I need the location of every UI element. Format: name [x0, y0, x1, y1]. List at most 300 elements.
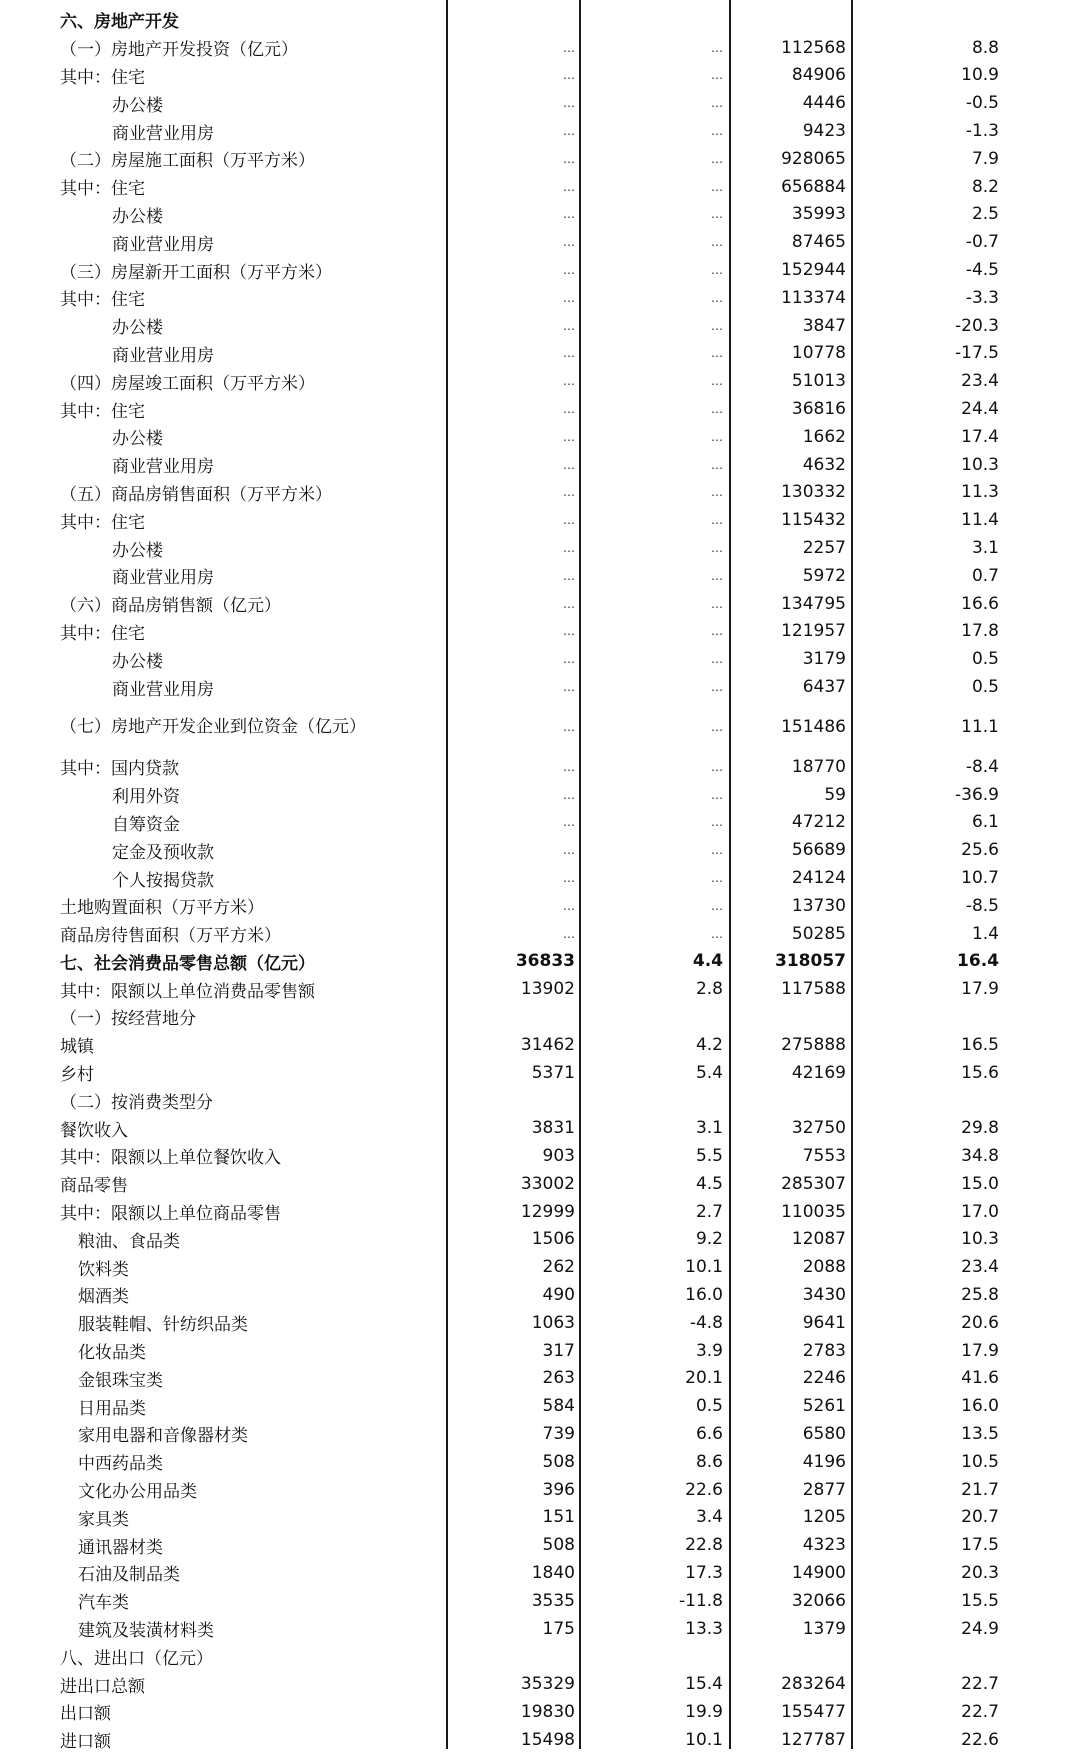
row-value-col-4 [859, 1698, 999, 1726]
row-label: 商业营业用房 [112, 234, 214, 255]
row-value-col-4 [859, 1670, 999, 1698]
cell-text: 17.4 [961, 426, 999, 447]
row-value-col-4 [859, 864, 999, 892]
cell-text: 32750 [791, 1118, 846, 1139]
table-row [0, 284, 1080, 312]
row-label: （二）按消费类型分 [60, 1092, 213, 1113]
row-value-col-3 [736, 173, 846, 201]
row-value-col-2 [593, 1726, 723, 1754]
row-value-col-2 [593, 809, 723, 837]
cell-text: 17.5 [961, 1535, 999, 1556]
row-value-col-3 [736, 423, 846, 451]
table-row [0, 1086, 1080, 1114]
row-value-col-1 [445, 228, 575, 256]
cell-text: -0.7 [965, 232, 999, 253]
table-row [0, 781, 1080, 809]
row-value-col-2 [593, 1114, 723, 1142]
cell-text: 87465 [791, 232, 846, 253]
row-value-col-3 [736, 920, 846, 948]
cell-text: 24.9 [961, 1618, 999, 1639]
row-value-col-3 [736, 753, 846, 781]
row-label: 汽车类 [78, 1593, 129, 1614]
row-value-col-1 [445, 340, 575, 368]
row-value-col-2 [593, 836, 723, 864]
table-row [0, 479, 1080, 507]
row-value-col-1 [445, 1337, 575, 1365]
row-value-col-2 [593, 117, 723, 145]
cell-text: 283264 [781, 1674, 846, 1695]
cell-text: 2.5 [971, 204, 999, 225]
cell-text: … [563, 151, 575, 166]
row-value-col-3 [736, 62, 846, 90]
row-label: 商业营业用房 [112, 457, 214, 478]
table-row [0, 173, 1080, 201]
row-value-col-1 [445, 975, 575, 1003]
row-value-col-4 [859, 1587, 999, 1615]
row-value-col-1 [445, 201, 575, 229]
row-value-col-1 [445, 948, 575, 976]
row-value-col-1 [445, 1503, 575, 1531]
row-value-col-3 [736, 1086, 846, 1114]
row-value-col-3 [736, 1337, 846, 1365]
row-value-col-4 [859, 1615, 999, 1643]
table-row [0, 1364, 1080, 1392]
table-row [0, 340, 1080, 368]
cell-text: … [711, 457, 723, 472]
row-value-col-3 [736, 256, 846, 284]
cell-text: 5972 [802, 565, 846, 586]
cell-text: 13.5 [961, 1423, 999, 1444]
row-value-col-1 [445, 1253, 575, 1281]
row-value-col-3 [736, 645, 846, 673]
row-value-col-1 [445, 89, 575, 117]
cell-text: … [711, 787, 723, 802]
cell-text: 35993 [791, 204, 846, 225]
cell-text: 4323 [802, 1535, 846, 1556]
cell-text: 1.4 [971, 923, 999, 944]
row-value-col-4 [859, 1392, 999, 1420]
cell-text: 8.8 [971, 37, 999, 58]
row-label: 家用电器和音像器材类 [78, 1426, 248, 1447]
cell-text: 4632 [802, 454, 846, 475]
row-value-col-4 [859, 618, 999, 646]
row-value-col-1 [445, 1642, 575, 1670]
row-value-col-1 [445, 645, 575, 673]
row-label: 自筹资金 [112, 814, 180, 835]
row-value-col-4 [859, 34, 999, 62]
cell-text: … [563, 843, 575, 858]
row-label: 其中：住宅 [60, 623, 145, 644]
row-value-col-1 [445, 1531, 575, 1559]
row-value-col-4 [859, 673, 999, 701]
row-value-col-3 [736, 1448, 846, 1476]
cell-text: … [563, 596, 575, 611]
cell-text: 22.8 [685, 1535, 723, 1556]
cell-text: 396 [542, 1479, 575, 1500]
row-value-col-2 [593, 562, 723, 590]
cell-text: 20.7 [961, 1507, 999, 1528]
row-value-col-4 [859, 753, 999, 781]
cell-text: 127787 [781, 1729, 846, 1750]
cell-text: … [711, 374, 723, 389]
cell-text: … [711, 179, 723, 194]
cell-text: 11.1 [961, 716, 999, 737]
cell-text: 3.9 [695, 1340, 723, 1361]
cell-text: 130332 [781, 482, 846, 503]
cell-text: 17.8 [961, 621, 999, 642]
cell-text: 15.0 [961, 1173, 999, 1194]
cell-text: 16.0 [685, 1284, 723, 1305]
table-row [0, 892, 1080, 920]
cell-text: 151486 [781, 716, 846, 737]
row-value-col-1 [445, 1587, 575, 1615]
cell-text: 50285 [791, 923, 846, 944]
table-row [0, 948, 1080, 976]
cell-text: 6.6 [695, 1423, 723, 1444]
cell-text: 0.5 [971, 649, 999, 670]
cell-text: 51013 [791, 371, 846, 392]
cell-text: 155477 [781, 1701, 846, 1722]
row-value-col-2 [593, 781, 723, 809]
row-label: 办公楼 [112, 206, 163, 227]
row-value-col-4 [859, 173, 999, 201]
row-value-col-1 [445, 1142, 575, 1170]
row-value-col-2 [593, 1503, 723, 1531]
cell-text: 4.5 [695, 1173, 723, 1194]
cell-text: … [711, 290, 723, 305]
cell-text: … [711, 624, 723, 639]
cell-text: 6.1 [971, 812, 999, 833]
row-value-col-3 [736, 1726, 846, 1754]
cell-text: 22.7 [961, 1674, 999, 1695]
row-value-col-2 [593, 62, 723, 90]
row-label: 出口额 [60, 1704, 111, 1725]
row-value-col-2 [593, 1142, 723, 1170]
row-value-col-2 [593, 534, 723, 562]
table-row [0, 1281, 1080, 1309]
cell-text: 17.9 [961, 1340, 999, 1361]
cell-text: 6580 [802, 1423, 846, 1444]
cell-text: … [711, 596, 723, 611]
row-value-col-4 [859, 1170, 999, 1198]
row-value-col-4 [859, 145, 999, 173]
row-label: 商业营业用房 [112, 679, 214, 700]
row-value-col-3 [736, 1642, 846, 1670]
cell-text: 2877 [802, 1479, 846, 1500]
cell-text: 10.1 [685, 1729, 723, 1750]
row-label: 利用外资 [112, 787, 180, 808]
row-value-col-3 [736, 1253, 846, 1281]
table-row [0, 1448, 1080, 1476]
row-label: 办公楼 [112, 651, 163, 672]
row-label: 家具类 [78, 1509, 129, 1530]
row-label: 饮料类 [78, 1259, 129, 1280]
table-row [0, 312, 1080, 340]
row-value-col-3 [736, 117, 846, 145]
row-value-col-3 [736, 1670, 846, 1698]
row-value-col-3 [736, 701, 846, 753]
cell-text: -8.5 [965, 895, 999, 916]
row-value-col-1 [445, 1225, 575, 1253]
row-value-col-4 [859, 975, 999, 1003]
cell-text: 9641 [802, 1312, 846, 1333]
cell-text: 4196 [802, 1451, 846, 1472]
row-value-col-3 [736, 201, 846, 229]
cell-text: 275888 [781, 1034, 846, 1055]
row-label: 个人按揭贷款 [112, 870, 214, 891]
row-value-col-1 [445, 562, 575, 590]
row-value-col-4 [859, 284, 999, 312]
row-value-col-4 [859, 1142, 999, 1170]
cell-text: 4.2 [695, 1034, 723, 1055]
row-value-col-3 [736, 1559, 846, 1587]
table-row [0, 701, 1080, 753]
cell-text: … [711, 680, 723, 695]
cell-text: -17.5 [955, 343, 999, 364]
cell-text: 317 [542, 1340, 575, 1361]
cell-text: 16.5 [961, 1034, 999, 1055]
cell-text: 19830 [520, 1701, 575, 1722]
table-row [0, 1003, 1080, 1031]
cell-text: 110035 [781, 1201, 846, 1222]
cell-text: … [711, 96, 723, 111]
row-value-col-1 [445, 920, 575, 948]
cell-text: 47212 [791, 812, 846, 833]
row-value-col-2 [593, 1003, 723, 1031]
cell-text: -4.5 [965, 260, 999, 281]
row-value-col-4 [859, 423, 999, 451]
row-value-col-4 [859, 1003, 999, 1031]
cell-text: … [563, 290, 575, 305]
cell-text: 3535 [531, 1590, 575, 1611]
cell-text: 175 [542, 1618, 575, 1639]
row-value-col-3 [736, 975, 846, 1003]
row-label: 服装鞋帽、针纺织品类 [78, 1315, 248, 1336]
row-value-col-4 [859, 1559, 999, 1587]
row-value-col-1 [445, 312, 575, 340]
row-label: 办公楼 [112, 429, 163, 450]
row-value-col-3 [736, 534, 846, 562]
row-value-col-4 [859, 534, 999, 562]
row-value-col-1 [445, 367, 575, 395]
row-value-col-3 [736, 34, 846, 62]
cell-text: 41.6 [961, 1368, 999, 1389]
row-value-col-3 [736, 1531, 846, 1559]
table-row [0, 1059, 1080, 1087]
row-value-col-3 [736, 1170, 846, 1198]
table-row [0, 1114, 1080, 1142]
row-value-col-4 [859, 948, 999, 976]
row-label: 定金及预收款 [112, 842, 214, 863]
row-label: 石油及制品类 [78, 1565, 180, 1586]
row-value-col-3 [736, 6, 846, 34]
cell-text: -1.3 [965, 121, 999, 142]
row-value-col-4 [859, 1726, 999, 1754]
row-value-col-3 [736, 590, 846, 618]
row-value-col-4 [859, 89, 999, 117]
row-value-col-4 [859, 6, 999, 34]
cell-text: -3.3 [965, 287, 999, 308]
row-label: 烟酒类 [78, 1287, 129, 1308]
row-value-col-1 [445, 1476, 575, 1504]
cell-text: 508 [542, 1451, 575, 1472]
cell-text: 318057 [775, 951, 846, 972]
cell-text: 2.8 [695, 979, 723, 1000]
cell-text: 3831 [531, 1118, 575, 1139]
row-label: 其中：住宅 [60, 401, 145, 422]
cell-text: 20.6 [961, 1312, 999, 1333]
table-row [0, 590, 1080, 618]
table-row [0, 1670, 1080, 1698]
row-label: （一）房地产开发投资（亿元） [60, 40, 298, 61]
row-value-col-3 [736, 809, 846, 837]
row-label: 通讯器材类 [78, 1537, 163, 1558]
row-label: 其中：住宅 [60, 179, 145, 200]
cell-text: 134795 [781, 593, 846, 614]
table-row [0, 1309, 1080, 1337]
row-value-col-4 [859, 1503, 999, 1531]
row-value-col-4 [859, 1059, 999, 1087]
table-row [0, 1142, 1080, 1170]
row-value-col-3 [736, 948, 846, 976]
row-value-col-4 [859, 62, 999, 90]
row-value-col-3 [736, 312, 846, 340]
row-value-col-3 [736, 836, 846, 864]
cell-text: 0.5 [695, 1396, 723, 1417]
cell-text: … [711, 719, 723, 734]
row-value-col-2 [593, 1559, 723, 1587]
cell-text: 18770 [791, 756, 846, 777]
cell-text: … [711, 843, 723, 858]
cell-text: 20.1 [685, 1368, 723, 1389]
cell-text: … [711, 652, 723, 667]
cell-text: … [711, 68, 723, 83]
row-value-col-1 [445, 479, 575, 507]
row-value-col-2 [593, 1281, 723, 1309]
row-label: 商品零售 [60, 1176, 128, 1197]
cell-text: … [563, 541, 575, 556]
row-value-col-4 [859, 1031, 999, 1059]
table-row [0, 256, 1080, 284]
row-label: （二）房屋施工面积（万平方米） [60, 151, 315, 172]
row-value-col-2 [593, 975, 723, 1003]
cell-text: 10.9 [961, 65, 999, 86]
cell-text: 3.1 [971, 538, 999, 559]
table-row [0, 864, 1080, 892]
table-row [0, 809, 1080, 837]
cell-text: 34.8 [961, 1145, 999, 1166]
row-label: （一）按经营地分 [60, 1009, 196, 1030]
row-label: 进口额 [60, 1732, 111, 1753]
cell-text: 2783 [802, 1340, 846, 1361]
cell-text: 42169 [791, 1062, 846, 1083]
cell-text: 36833 [515, 951, 575, 972]
row-label: 办公楼 [112, 540, 163, 561]
row-value-col-4 [859, 781, 999, 809]
cell-text: 903 [542, 1145, 575, 1166]
row-value-col-4 [859, 395, 999, 423]
row-value-col-4 [859, 1114, 999, 1142]
row-value-col-3 [736, 673, 846, 701]
row-label: 其中：住宅 [60, 67, 145, 88]
cell-text: 11.3 [961, 482, 999, 503]
cell-text: 16.0 [961, 1396, 999, 1417]
row-value-col-3 [736, 1503, 846, 1531]
row-value-col-1 [445, 836, 575, 864]
row-value-col-2 [593, 1031, 723, 1059]
row-value-col-4 [859, 1281, 999, 1309]
row-value-col-4 [859, 1420, 999, 1448]
row-value-col-1 [445, 1114, 575, 1142]
row-label: 土地购置面积（万平方米） [60, 898, 264, 919]
row-value-col-2 [593, 701, 723, 753]
row-value-col-1 [445, 145, 575, 173]
row-value-col-4 [859, 228, 999, 256]
row-value-col-4 [859, 892, 999, 920]
row-value-col-4 [859, 1531, 999, 1559]
row-value-col-4 [859, 340, 999, 368]
cell-text: 15.4 [685, 1674, 723, 1695]
cell-text: 928065 [781, 148, 846, 169]
row-value-col-2 [593, 479, 723, 507]
row-value-col-2 [593, 340, 723, 368]
row-label: 六、房地产开发 [60, 12, 179, 33]
row-value-col-4 [859, 1253, 999, 1281]
row-value-col-2 [593, 506, 723, 534]
row-value-col-1 [445, 1281, 575, 1309]
cell-text: 3179 [802, 649, 846, 670]
cell-text: 8.2 [971, 176, 999, 197]
table-row [0, 145, 1080, 173]
cell-text: 4.4 [692, 951, 723, 972]
cell-text: … [711, 541, 723, 556]
row-value-col-4 [859, 1448, 999, 1476]
row-value-col-4 [859, 256, 999, 284]
cell-text: 10778 [791, 343, 846, 364]
row-value-col-3 [736, 1114, 846, 1142]
row-label: 化妆品类 [78, 1343, 146, 1364]
row-value-col-1 [445, 173, 575, 201]
row-label: 其中：限额以上单位餐饮收入 [60, 1148, 281, 1169]
row-value-col-1 [445, 1420, 575, 1448]
row-value-col-1 [445, 1615, 575, 1643]
row-value-col-3 [736, 864, 846, 892]
row-label: 其中：国内贷款 [60, 759, 179, 780]
row-value-col-1 [445, 506, 575, 534]
cell-text: 12999 [520, 1201, 575, 1222]
row-value-col-2 [593, 312, 723, 340]
cell-text: 19.9 [685, 1701, 723, 1722]
cell-text: … [711, 151, 723, 166]
row-value-col-2 [593, 201, 723, 229]
table-row [0, 201, 1080, 229]
row-value-col-2 [593, 1476, 723, 1504]
cell-text: … [711, 402, 723, 417]
cell-text: 17.9 [961, 979, 999, 1000]
table-row [0, 562, 1080, 590]
table-row [0, 1253, 1080, 1281]
cell-text: 15.5 [961, 1590, 999, 1611]
row-value-col-2 [593, 1337, 723, 1365]
row-value-col-1 [445, 753, 575, 781]
table-row [0, 1559, 1080, 1587]
row-value-col-3 [736, 145, 846, 173]
row-value-col-1 [445, 34, 575, 62]
table-row [0, 451, 1080, 479]
cell-text: 36816 [791, 399, 846, 420]
row-label: 商业营业用房 [112, 568, 214, 589]
row-value-col-1 [445, 256, 575, 284]
